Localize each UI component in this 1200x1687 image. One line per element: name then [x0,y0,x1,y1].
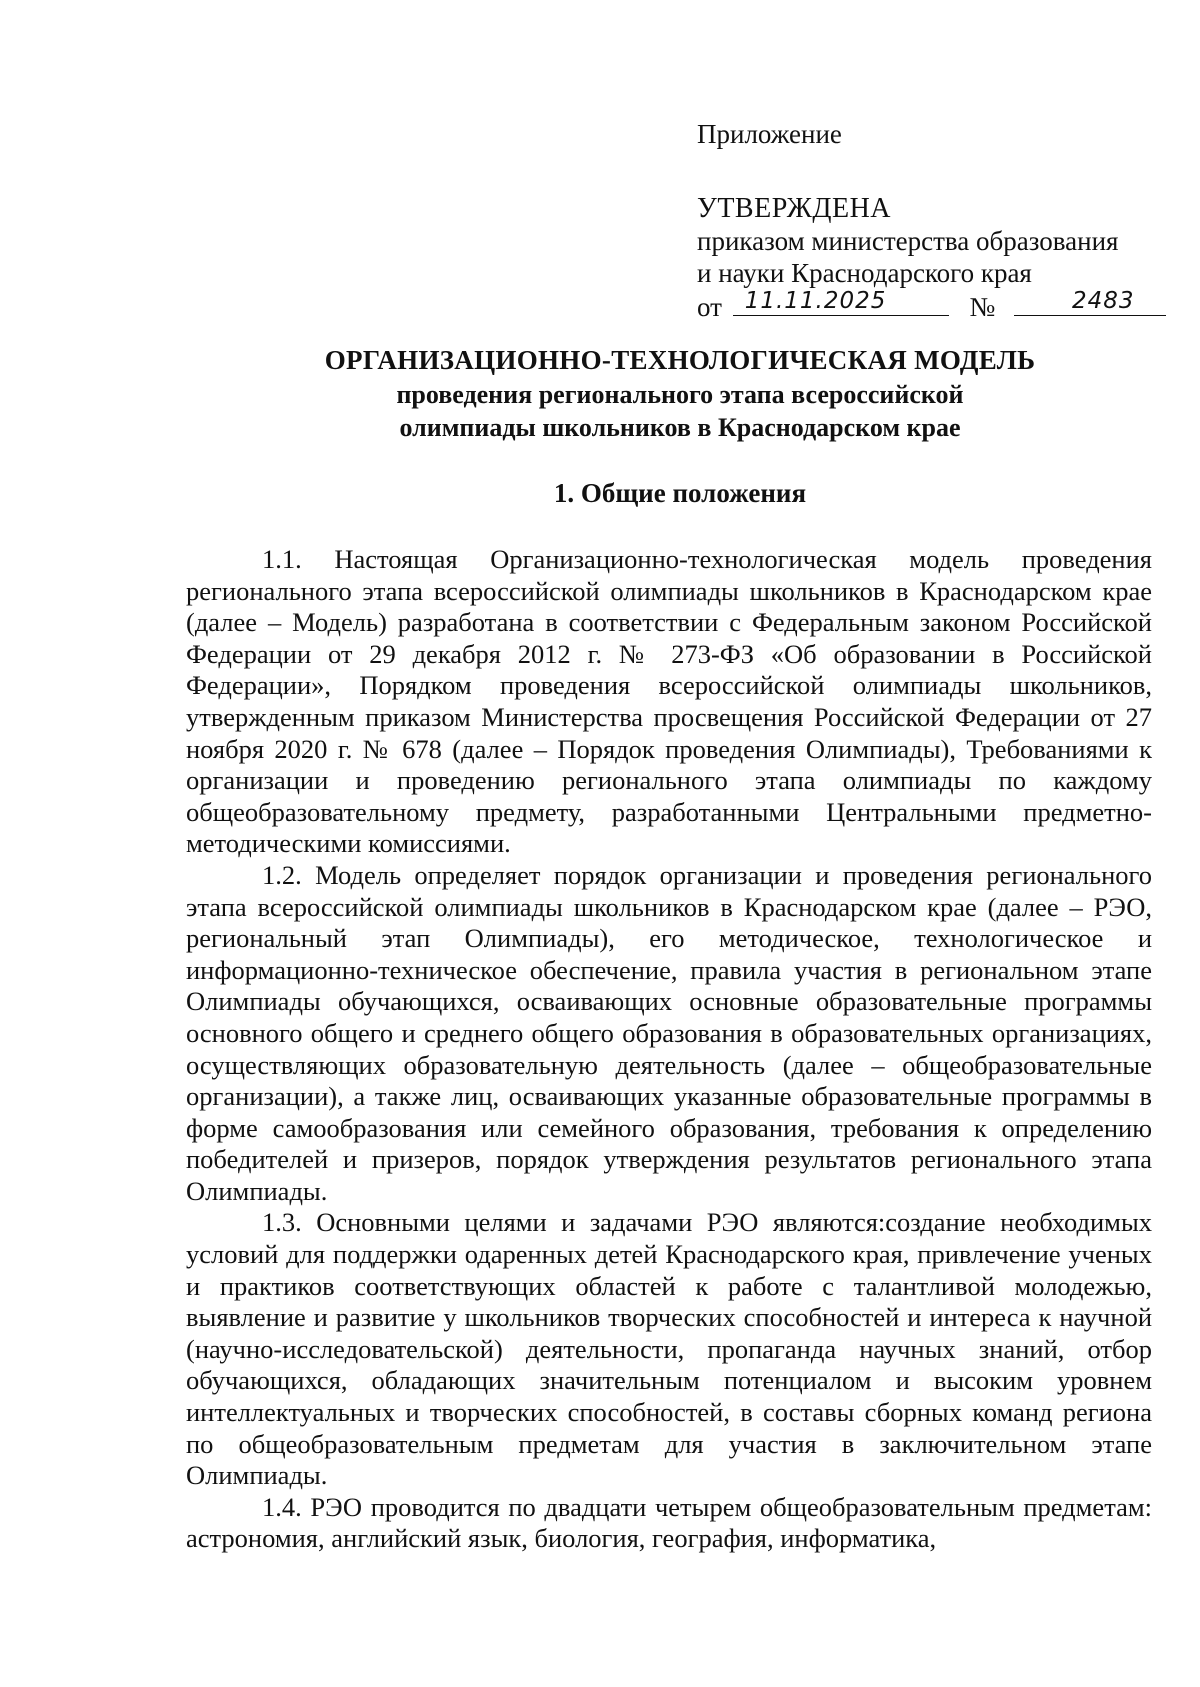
title-subtitle-line-2: олимпиады школьников в Краснодарском крае [399,413,961,442]
number-label: № [969,292,996,322]
order-number-value: 2483 [1071,288,1135,314]
section-heading: 1. Общие положения [553,478,807,508]
paragraph-1-1: 1.1. Настоящая Организационно-технологическая модель проведения регионального этапа всероссийской олимпиады школьников в Краснодарском крае (далее – Модель) разработана в соответствии с Федеральным законом Российской Федерации от 29 декабря 2012 г. № 273-ФЗ «Об образовании в Российской Федерации», Порядком проведения всероссийской олимпиады школьников, утвержденным приказом Министерства просвещения Российской Федерации от 27 ноября 2020 г. № 678 (далее – Порядок проведения Олимпиады), Требованиями к организации и проведению регионального этапа олимпиады по каждому общеобразовательному предмету, разработанными Центральными предметно-методическими комиссиями. [186,544,1152,859]
order-line-1: приказом министерства образования [697,226,1119,256]
order-number-field [1014,289,1166,316]
order-date-number-line [697,289,1177,323]
from-label: от [697,292,722,322]
approval-block [697,118,1177,323]
document-body [186,544,1152,1555]
paragraph-1-4: 1.4. РЭО проводится по двадцати четырем общеобразовательным предметам: астрономия, английский язык, биология, география, информатика, [186,1491,1152,1554]
document-title [120,342,1200,444]
order-line-2: и науки Краснодарского края [697,258,1032,288]
approved-label: УТВЕРЖДЕНА [697,193,892,224]
title-subtitle-line-1: проведения регионального этапа всероссийской [396,380,964,409]
title-main: ОРГАНИЗАЦИОННО-ТЕХНОЛОГИЧЕСКАЯ МОДЕЛЬ [324,345,1036,375]
order-date-value: 11.11.2025 [744,288,887,314]
paragraph-1-2: 1.2. Модель определяет порядок организации и проведения регионального этапа всероссийской олимпиады школьников в Краснодарском крае (далее – РЭО, региональный этап Олимпиады), его методическое, технологическое и информационно-техническое обеспечение, правила участия в региональном этапе Олимпиады обучающихся, осваивающих основные образовательные программы основного общего и среднего общего образования в образовательных организациях, осуществляющих образовательную деятельность (далее – общеобразовательные организации), а также лиц, осваивающих указанные образовательные программы в форме самообразования или семейного образования, требования к определению победителей и призеров, порядок утверждения результатов регионального этапа Олимпиады. [186,859,1152,1206]
order-date-field [733,289,949,316]
appendix-label: Приложение [697,119,842,149]
paragraph-1-3: 1.3. Основными целями и задачами РЭО являются:создание необходимых условий для поддержки одаренных детей Краснодарского края, привлечение ученых и практиков соответствующих областей к работе с талантливой молодежью, выявление и развитие у школьников творческих способностей и интереса к научной (научно-исследовательской) деятельности, пропаганда научных знаний, отбор обучающихся, обладающих значительным потенциалом и высоким уровнем интеллектуальных и творческих способностей, в составы сборных команд региона по общеобразовательным предметам для участия в заключительном этапе Олимпиады. [186,1207,1152,1491]
